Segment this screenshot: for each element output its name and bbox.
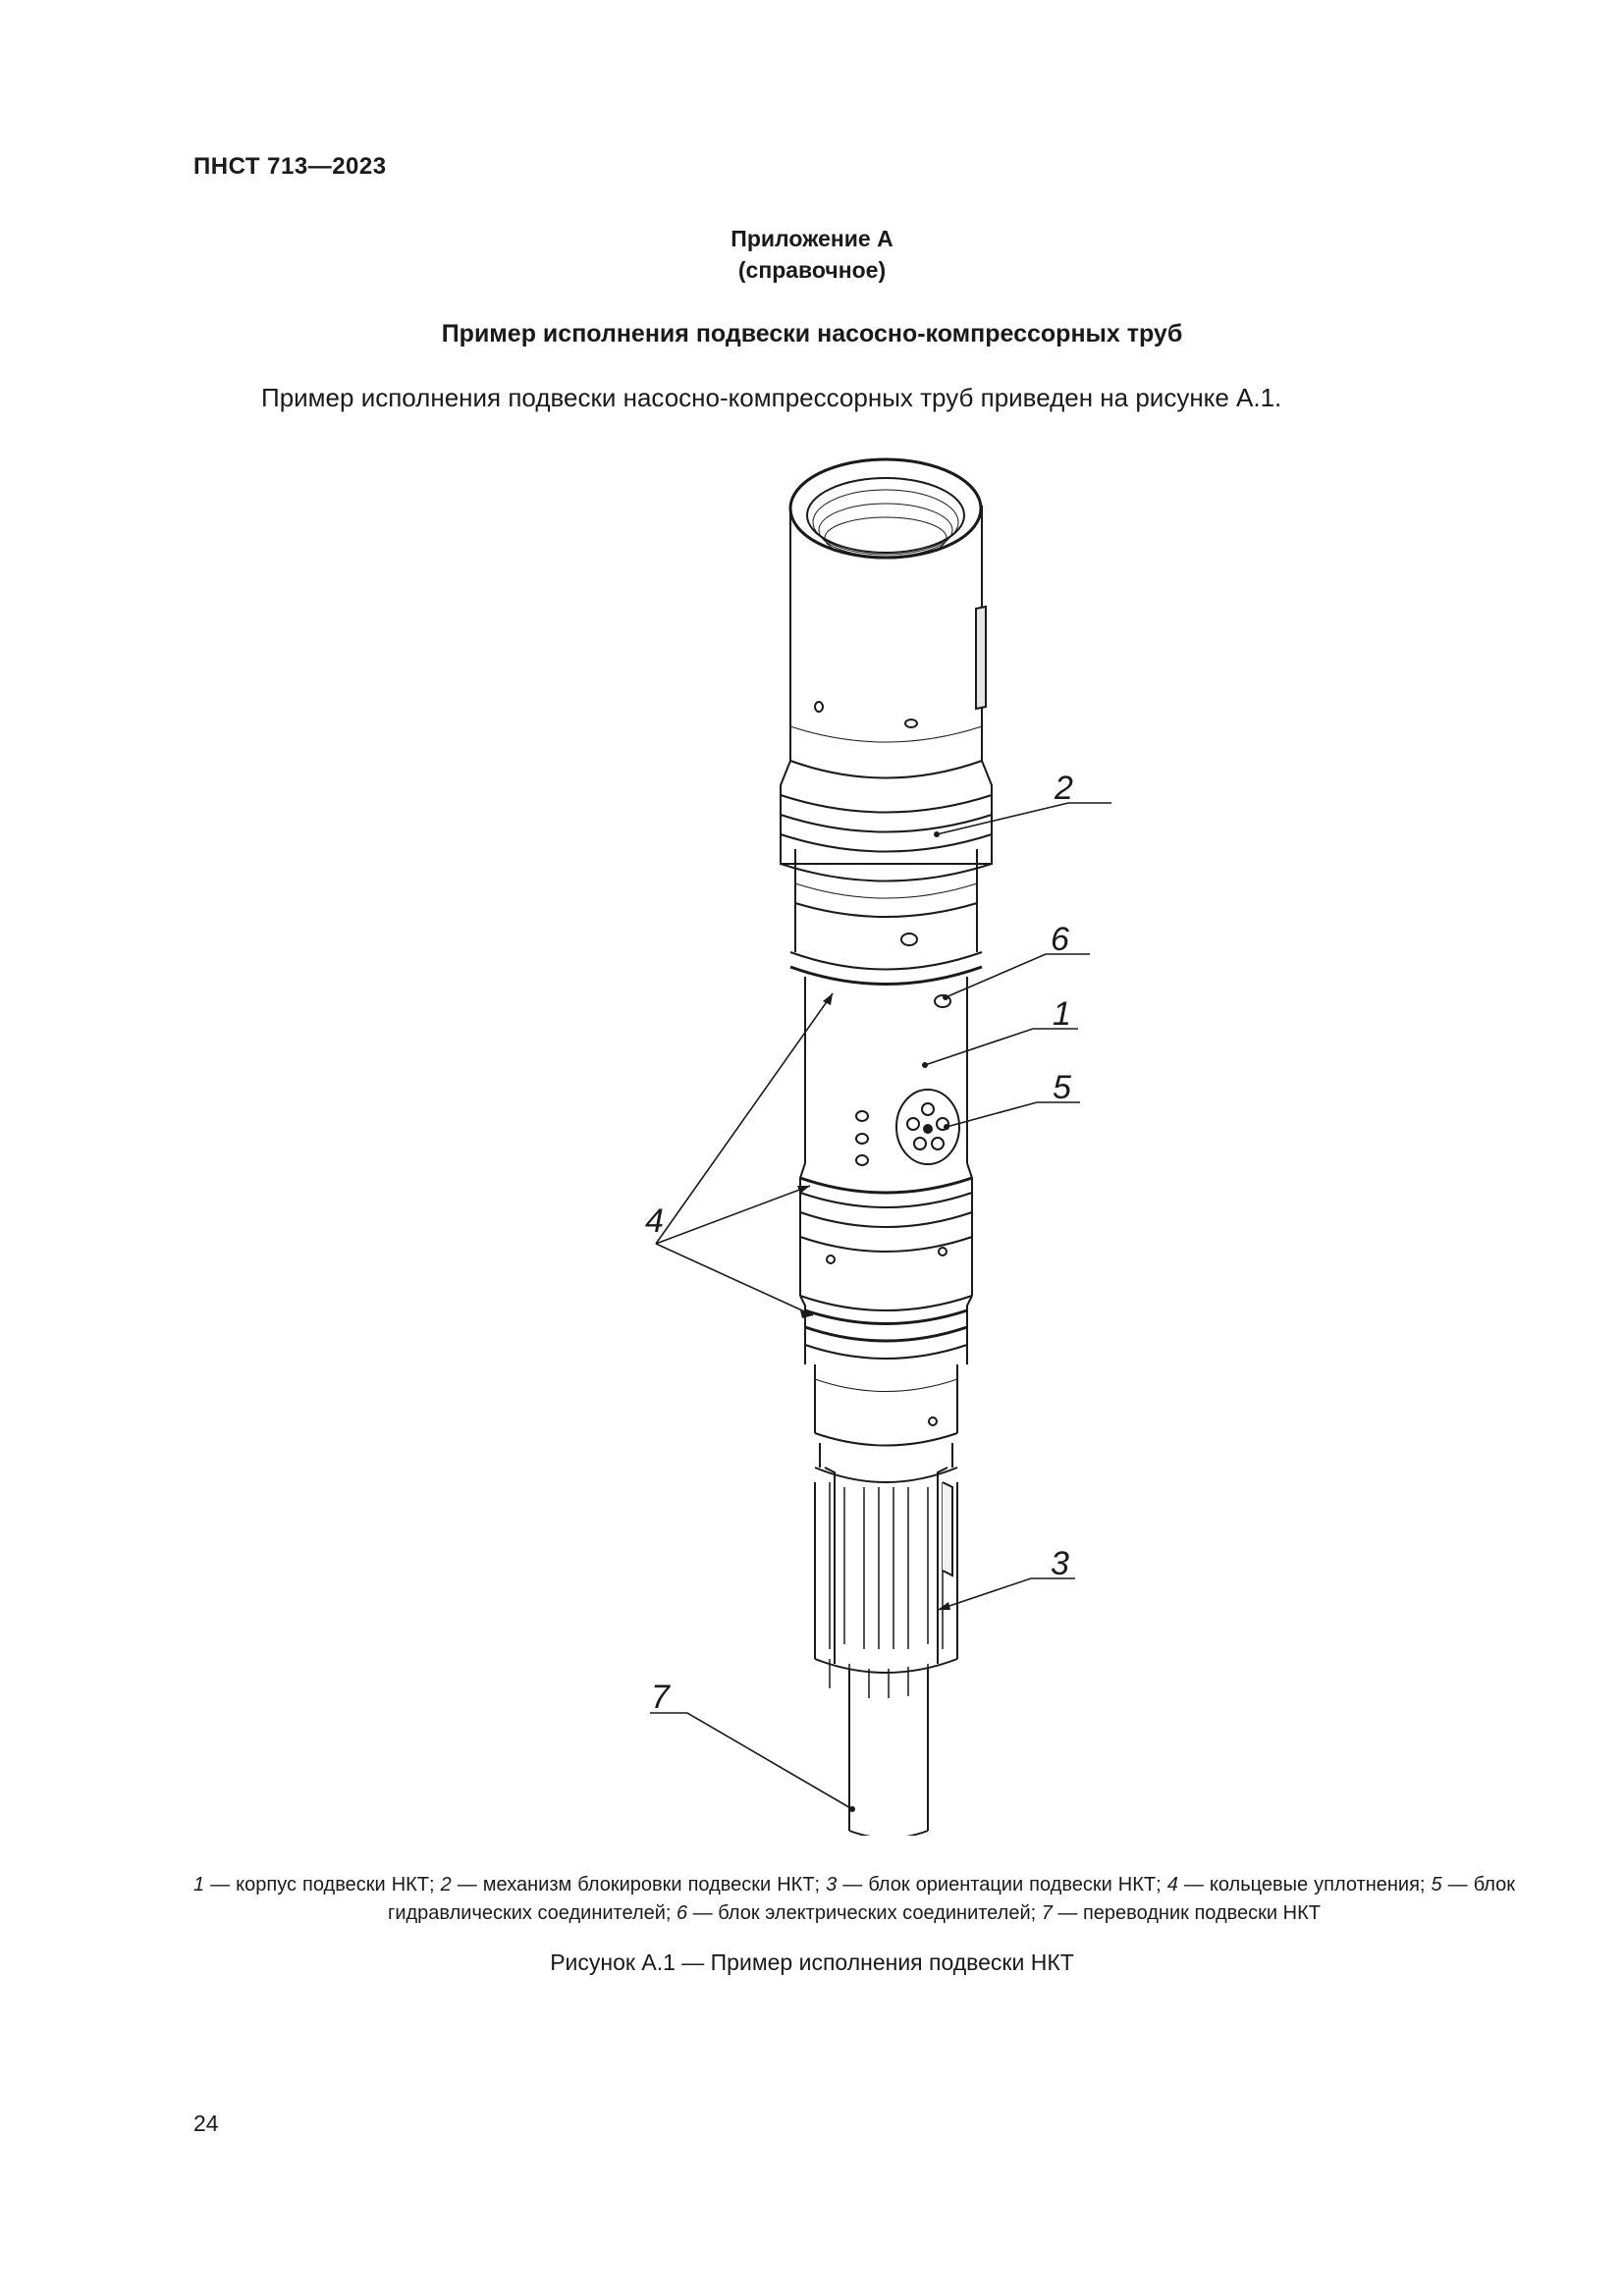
section-heading: Пример исполнения подвески насосно-компрессорных труб: [441, 320, 1183, 347]
legend-num-3: 3: [826, 1874, 838, 1896]
figure-a1: [0, 432, 1624, 1836]
callout-6: 6: [1051, 921, 1069, 958]
document-code: ПНСТ 713—2023: [193, 153, 387, 180]
legend-num-1: 1: [193, 1874, 205, 1896]
figure-caption: Рисунок А.1 — Пример исполнения подвески НКТ: [550, 1949, 1074, 1975]
legend-num-5: 5: [1431, 1874, 1442, 1896]
tubing-hanger-drawing: [0, 432, 1624, 1836]
leader-lines: [650, 803, 1111, 1809]
callout-2: 2: [1055, 770, 1073, 807]
callout-5: 5: [1053, 1069, 1071, 1106]
appendix-title: Приложение А: [731, 226, 893, 251]
legend-text-1: — корпус подвески НКТ;: [204, 1874, 441, 1896]
legend-text-4: — кольцевые уплотнения;: [1177, 1874, 1432, 1896]
legend-num-6: 6: [677, 1902, 688, 1924]
callout-7: 7: [651, 1679, 670, 1716]
collar: [790, 903, 982, 985]
seal-section: [800, 1163, 972, 1446]
appendix-type: (справочное): [737, 257, 887, 283]
legend-text-3: — блок ориентации подвески НКТ;: [837, 1874, 1167, 1896]
legend-text-6: — блок электрических соединителей;: [687, 1902, 1042, 1924]
page-number: 24: [193, 2110, 219, 2136]
legend-text-2: — механизм блокировки подвески НКТ;: [451, 1874, 827, 1896]
legend-num-2: 2: [440, 1874, 452, 1896]
hanger-body: [805, 977, 967, 1165]
orientation-block: [815, 1443, 957, 1698]
figure-legend: [193, 1871, 1515, 1928]
legend-num-7: 7: [1041, 1902, 1053, 1924]
legend-num-4: 4: [1166, 1874, 1178, 1896]
callout-1: 1: [1053, 995, 1071, 1033]
upper-sleeve: [790, 459, 986, 778]
legend-text-5: — блок гидравлических соединителей;: [388, 1874, 1516, 1924]
callout-3: 3: [1051, 1545, 1069, 1582]
locking-mechanism: [781, 761, 992, 923]
callout-4: 4: [645, 1202, 664, 1240]
intro-paragraph: Пример исполнения подвески насосно-компрессорных труб приведен на рисунке А.1.: [261, 383, 1282, 412]
legend-text-7: — переводник подвески НКТ: [1052, 1902, 1321, 1924]
